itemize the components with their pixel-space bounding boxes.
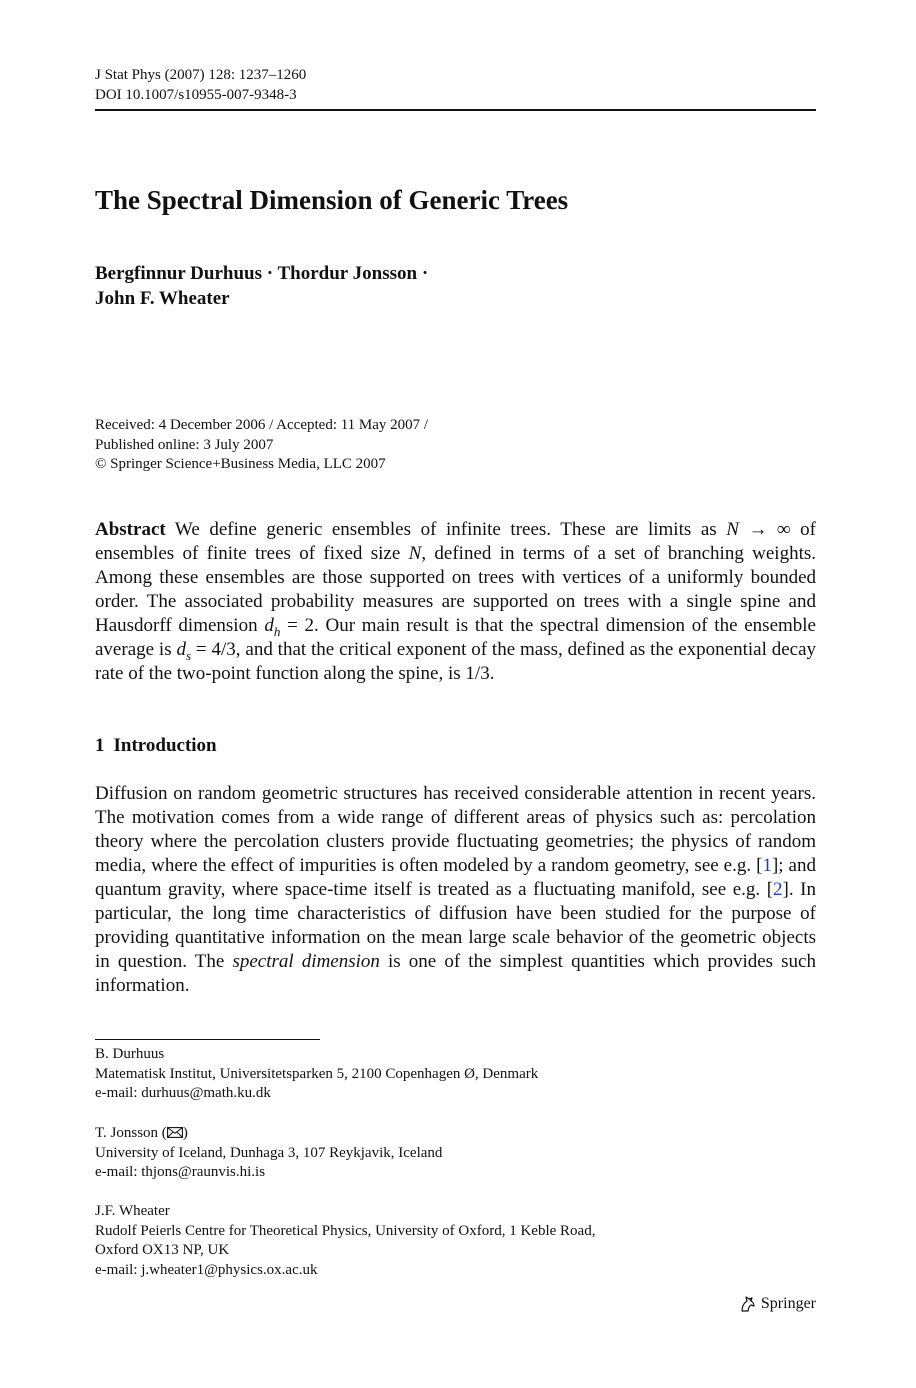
math-n-to-infinity: N → ∞ xyxy=(726,519,791,540)
section-heading xyxy=(95,734,217,758)
paper-title: The Spectral Dimension of Generic Trees xyxy=(95,185,569,215)
math-symbol: d xyxy=(264,615,274,636)
affiliation-name: J.F. Wheater xyxy=(95,1203,170,1219)
copyright: © Springer Science+Business Media, LLC 2007 xyxy=(95,456,386,472)
affiliation-address-line-2: Oxford OX13 NP, UK xyxy=(95,1242,230,1258)
abstract-text: . Our main result is that the spectral dimension of the ensemble average is xyxy=(95,615,816,660)
intro-paragraph xyxy=(95,782,816,998)
abstract xyxy=(95,518,816,686)
affiliation-name: B. Durhuus xyxy=(95,1046,165,1062)
abstract-text: , and that the critical exponent of the mass, defined as the exponential decay rate of the two-point function along the spine, is 1/3. xyxy=(95,639,817,684)
intro-text: ]; and quantum gravity, where space-time itself is treated as a fluctuating manifold, see e.g. [ xyxy=(95,855,816,900)
math-symbol: d xyxy=(176,639,186,660)
affiliation-durhuus xyxy=(95,1045,538,1104)
header-divider xyxy=(95,109,816,111)
doi: DOI 10.1007/s10955-007-9348-3 xyxy=(95,86,297,103)
citation-link-2[interactable]: 2 xyxy=(773,879,783,900)
section-number: 1 xyxy=(95,735,105,756)
affiliation-email: e-mail: durhuus@math.ku.dk xyxy=(95,1085,271,1101)
abstract-text: of ensembles of finite trees of fixed size xyxy=(95,519,817,564)
publisher-name: Springer xyxy=(760,1295,816,1312)
authors-line-2: John F. Wheater xyxy=(95,287,230,309)
author-list xyxy=(95,262,428,311)
affiliation-address: Matematisk Institut, Universitetsparken 5, 2100 Copenhagen Ø, Denmark xyxy=(95,1065,539,1082)
received-accepted: Received: 4 December 2006 / Accepted: 11 May 2007 / xyxy=(95,417,429,433)
journal-header xyxy=(95,66,306,105)
affiliation-name: T. Jonsson ( xyxy=(95,1125,167,1141)
authors-line-1: Bergfinnur Durhuus · Thordur Jonsson · xyxy=(95,263,429,284)
abstract-label: Abstract xyxy=(95,519,166,540)
math-value: = 2 xyxy=(280,615,315,636)
affiliation-address: Rudolf Peierls Centre for Theoretical Physics, University of Oxford, 1 Keble Road, xyxy=(95,1222,596,1239)
springer-logo xyxy=(739,1294,816,1314)
affiliation-name-close: ) xyxy=(182,1125,188,1141)
affiliation-jonsson xyxy=(95,1124,442,1183)
math-ds xyxy=(176,639,236,663)
envelope-icon xyxy=(167,1127,183,1138)
math-value: = 4/3 xyxy=(191,639,236,660)
intro-text: ]. In particular, the long time characteristics of diffusion have been studied for the purpose of providing quantitative information on the mean large scale behavior of the geometric objects in question. The xyxy=(95,879,816,972)
published-online: Published online: 3 July 2007 xyxy=(95,436,274,453)
journal-citation: J Stat Phys (2007) 128: 1237–1260 xyxy=(95,67,307,83)
affiliation-email: e-mail: thjons@raunvis.hi.is xyxy=(95,1164,266,1180)
math-dh xyxy=(264,615,315,639)
affiliation-address: University of Iceland, Dunhaga 3, 107 Reykjavik, Iceland xyxy=(95,1144,443,1161)
section-title: Introduction xyxy=(113,735,217,756)
math-subscript: s xyxy=(185,647,192,663)
math-subscript: h xyxy=(273,623,281,639)
abstract-text: We define generic ensembles of infinite trees. These are limits as xyxy=(165,519,727,540)
affiliation-wheater xyxy=(95,1202,595,1280)
springer-horse-icon xyxy=(739,1295,757,1313)
abstract-text: , defined in terms of a set of branching weights. Among these ensembles are those supported on trees with vertices of a uniformly bounded order. The associated probability measures are supported on trees with a single spine and Hausdorff dimension xyxy=(95,543,817,636)
affiliation-email: e-mail: j.wheater1@physics.ox.ac.uk xyxy=(95,1261,318,1278)
intro-text: is one of the simplest quantities which provides such information. xyxy=(95,951,816,996)
math-n: N xyxy=(408,543,422,564)
citation-link-1[interactable]: 1 xyxy=(762,855,772,876)
emphasis-spectral-dimension: spectral dimension xyxy=(232,951,380,972)
intro-text: Diffusion on random geometric structures has received considerable attention in recent years. The motivation comes from a wide range of different areas of physics such as: percolation theory where the percolation clusters provide fluctuating geometries; the physics of random media, where the effect of impurities is often modeled by a random geometry, see e.g. [ xyxy=(95,783,816,876)
publication-dates xyxy=(95,416,428,475)
affiliation-name-row xyxy=(95,1124,442,1144)
footnote-divider xyxy=(95,1039,320,1040)
